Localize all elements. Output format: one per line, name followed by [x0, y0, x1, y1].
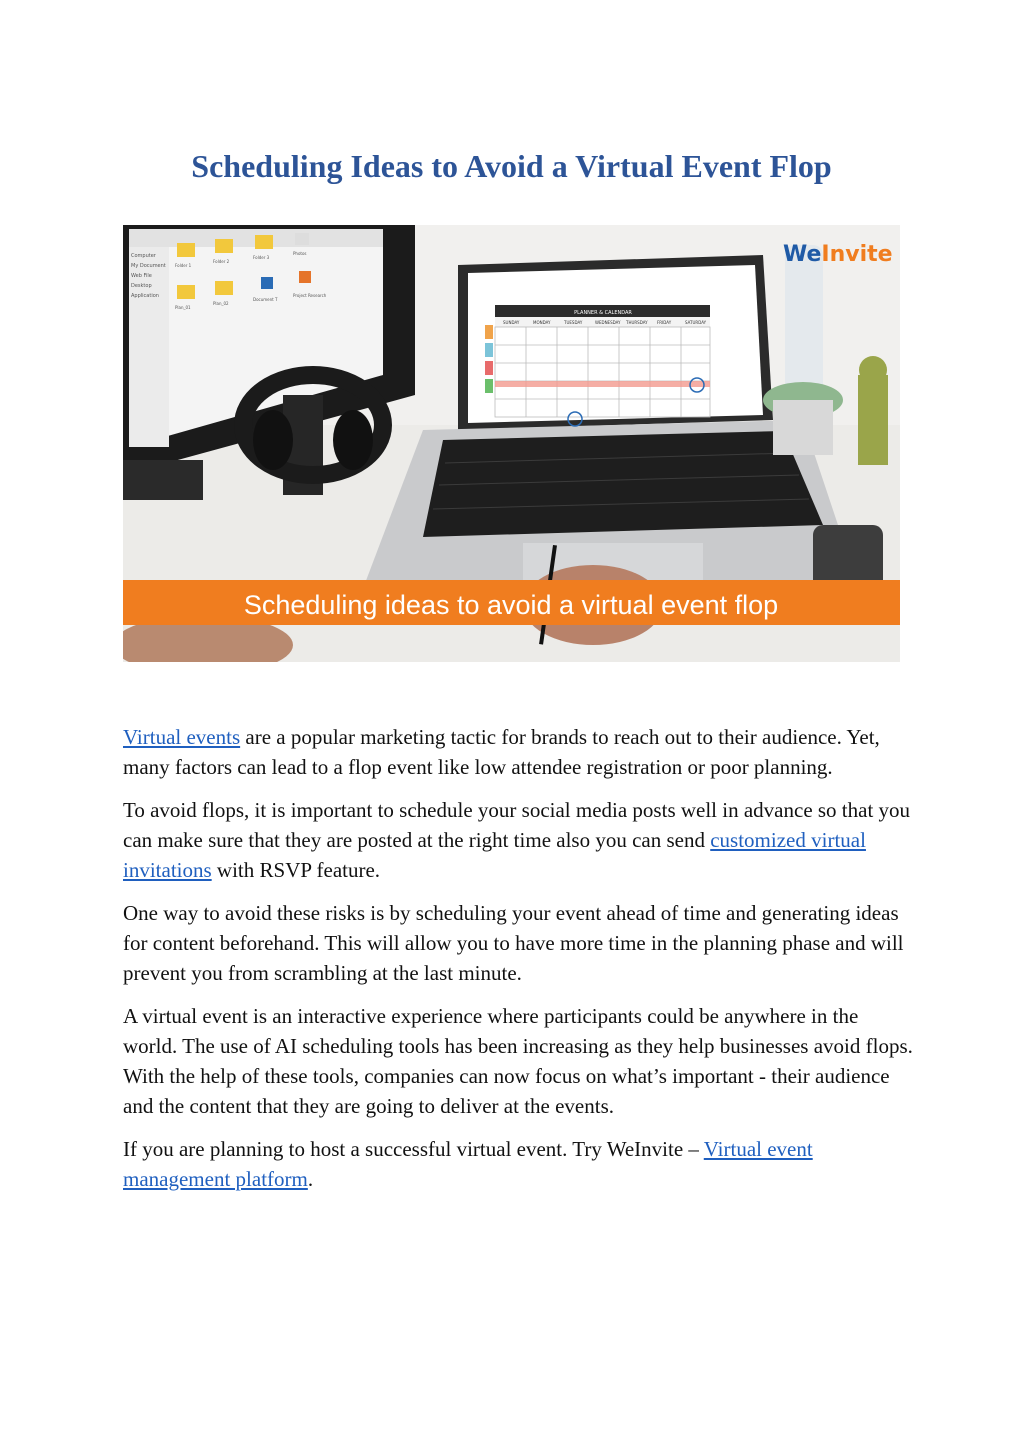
- paragraph-2: To avoid flops, it is important to schedule your social media posts well in advance so that you can make sure that they are posted at the right time also you can send customized virtual invitations with RSVP feature.: [123, 798, 911, 882]
- svg-text:Folder 2: Folder 2: [213, 259, 230, 264]
- svg-text:Photos: Photos: [293, 251, 307, 256]
- svg-text:MONDAY: MONDAY: [533, 320, 551, 325]
- svg-text:WEDNESDAY: WEDNESDAY: [595, 320, 621, 325]
- hero-image: [123, 225, 900, 662]
- svg-text:Desktop: Desktop: [131, 283, 152, 289]
- svg-text:Folder 1: Folder 1: [175, 263, 192, 268]
- svg-text:Folder 3: Folder 3: [253, 255, 270, 260]
- svg-text:WeInvite: WeInvite: [783, 242, 893, 267]
- paragraph-1: Virtual events are a popular marketing tactic for brands to reach out to their audience. Yet, many factors can lead to a flop event like low attendee registration or poor planning.: [123, 725, 880, 779]
- svg-text:TUESDAY: TUESDAY: [564, 320, 583, 325]
- article-body: [123, 722, 913, 1207]
- page-title: Scheduling Ideas to Avoid a Virtual Event Flop: [191, 148, 832, 184]
- weinvite-logo: [783, 242, 893, 267]
- svg-text:My Document: My Document: [131, 263, 166, 269]
- svg-text:THURSDAY: THURSDAY: [626, 320, 648, 325]
- svg-text:Application: Application: [131, 293, 159, 299]
- svg-text:Computer: Computer: [131, 253, 156, 259]
- svg-text:Web File: Web File: [131, 273, 152, 279]
- svg-text:Plan_01: Plan_01: [175, 305, 191, 310]
- paragraph-4: A virtual event is an interactive experience where participants could be anywhere in the world. The use of AI scheduling tools has been increasing as they help businesses avoid flops. With the help of these tools, companies can now focus on what’s important - their audience and the content that they are going to deliver at the events.: [123, 1004, 913, 1118]
- virtual-events-link[interactable]: Virtual events: [123, 725, 241, 749]
- event-platform-link[interactable]: Virtual event management platform: [123, 1137, 813, 1191]
- svg-text:Document T: Document T: [253, 297, 278, 302]
- customized-invitations-link[interactable]: customized virtual invitations: [123, 828, 866, 882]
- svg-text:FRIDAY: FRIDAY: [657, 320, 672, 325]
- svg-text:PLANNER & CALENDAR: PLANNER & CALENDAR: [574, 310, 632, 316]
- paragraph-5: If you are planning to host a successful virtual event. Try WeInvite – Virtual event management platform.: [123, 1137, 813, 1191]
- svg-text:Project Research: Project Research: [293, 293, 327, 298]
- svg-text:SATURDAY: SATURDAY: [685, 320, 707, 325]
- hero-banner-text: Scheduling ideas to avoid a virtual event flop: [243, 590, 779, 620]
- paragraph-3: One way to avoid these risks is by scheduling your event ahead of time and generating ideas for content beforehand. This will allow you to have more time in the planning phase and will prevent you from scrambling at the last minute.: [123, 901, 904, 985]
- svg-text:Plan_02: Plan_02: [213, 301, 229, 306]
- svg-text:SUNDAY: SUNDAY: [503, 320, 520, 325]
